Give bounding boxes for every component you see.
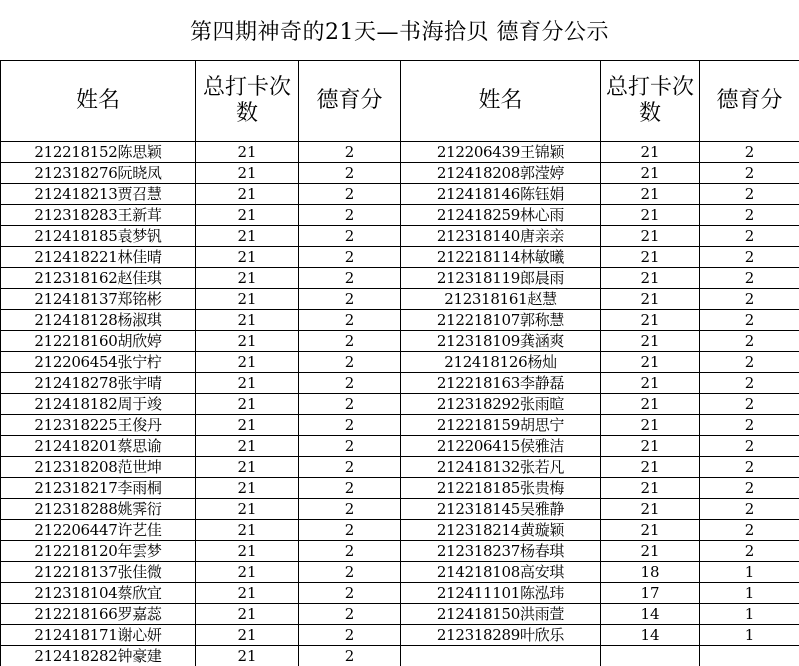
name-cell-left[interactable]: 212318283王新茸 [1, 205, 196, 226]
checkins-cell-right[interactable]: 21 [601, 184, 700, 205]
score-cell-left[interactable]: 2 [299, 541, 401, 562]
table-row [1, 310, 799, 331]
checkins-cell-left[interactable]: 21 [196, 625, 299, 646]
score-cell-left[interactable]: 2 [299, 646, 401, 666]
table-row [1, 478, 799, 499]
checkins-cell-left[interactable]: 21 [196, 247, 299, 268]
header-score-left[interactable]: 德育分 [299, 61, 401, 142]
checkins-cell-left[interactable]: 21 [196, 373, 299, 394]
name-cell-right[interactable]: 212218159胡思宁 [401, 415, 601, 436]
score-cell-left[interactable]: 2 [299, 310, 401, 331]
checkins-cell-right[interactable]: 21 [601, 226, 700, 247]
score-cell-left[interactable]: 2 [299, 583, 401, 604]
name-cell-right[interactable]: 212318145吴雅静 [401, 499, 601, 520]
table-row [1, 520, 799, 541]
score-cell-right[interactable]: 1 [700, 562, 799, 583]
checkins-cell-left[interactable]: 21 [196, 394, 299, 415]
checkins-cell-left[interactable]: 21 [196, 142, 299, 163]
table-row [1, 415, 799, 436]
checkins-cell-right[interactable]: 21 [601, 478, 700, 499]
score-cell-right[interactable]: 1 [700, 625, 799, 646]
name-cell-left[interactable]: 212318104蔡欣宜 [1, 583, 196, 604]
page-title: 第四期神奇的21天—书海拾贝 德育分公示 [0, 0, 799, 60]
name-cell-left[interactable]: 212318276阮晓凤 [1, 163, 196, 184]
checkins-cell-left[interactable]: 21 [196, 541, 299, 562]
name-cell-right[interactable]: 212318119郎晨雨 [401, 268, 601, 289]
checkins-cell-left[interactable]: 21 [196, 205, 299, 226]
table-row [1, 562, 799, 583]
name-cell-left[interactable]: 212418128杨淑琪 [1, 310, 196, 331]
score-cell-left[interactable]: 2 [299, 373, 401, 394]
score-cell-right[interactable]: 2 [700, 499, 799, 520]
score-cell-right[interactable]: 2 [700, 415, 799, 436]
name-cell-right[interactable]: 212411101陈泓玮 [401, 583, 601, 604]
checkins-cell-right[interactable]: 21 [601, 142, 700, 163]
table-row [1, 142, 799, 163]
name-cell-right[interactable]: 212206439王锦颖 [401, 142, 601, 163]
name-cell-left[interactable]: 212218160胡欣婷 [1, 331, 196, 352]
name-cell-right[interactable]: 212218114林敏曦 [401, 247, 601, 268]
score-cell-right[interactable]: 2 [700, 268, 799, 289]
checkins-cell-right[interactable]: 21 [601, 436, 700, 457]
name-cell-right[interactable]: 212418208郭滢婷 [401, 163, 601, 184]
score-cell-right[interactable]: 2 [700, 205, 799, 226]
name-cell-right[interactable] [401, 646, 601, 666]
checkins-cell-right[interactable]: 21 [601, 415, 700, 436]
score-cell-left[interactable]: 2 [299, 394, 401, 415]
name-cell-left[interactable]: 212218166罗嘉蕊 [1, 604, 196, 625]
score-cell-right[interactable]: 2 [700, 331, 799, 352]
name-cell-left[interactable]: 212318162赵佳琪 [1, 268, 196, 289]
name-cell-right[interactable]: 212206415侯雅洁 [401, 436, 601, 457]
name-cell-right[interactable]: 212318140唐亲亲 [401, 226, 601, 247]
name-cell-left[interactable]: 212418278张宇晴 [1, 373, 196, 394]
checkins-cell-left[interactable]: 21 [196, 310, 299, 331]
name-cell-left[interactable]: 212418171谢心妍 [1, 625, 196, 646]
table-row [1, 247, 799, 268]
table-row [1, 394, 799, 415]
table-row [1, 289, 799, 310]
checkins-cell-right[interactable]: 21 [601, 268, 700, 289]
checkins-cell-right[interactable]: 21 [601, 247, 700, 268]
score-cell-left[interactable]: 2 [299, 289, 401, 310]
score-cell-right[interactable]: 1 [700, 604, 799, 625]
name-cell-right[interactable]: 212218185张贵梅 [401, 478, 601, 499]
table-row [1, 226, 799, 247]
header-name-left[interactable]: 姓名 [1, 61, 196, 142]
table-row [1, 499, 799, 520]
checkins-cell-right[interactable]: 21 [601, 163, 700, 184]
checkins-cell-right[interactable]: 21 [601, 310, 700, 331]
checkins-cell-left[interactable]: 21 [196, 226, 299, 247]
header-row [1, 61, 799, 142]
name-cell-left[interactable]: 212418282钟豪建 [1, 646, 196, 666]
checkins-cell-left[interactable]: 21 [196, 562, 299, 583]
table-body [1, 142, 799, 666]
name-cell-left[interactable]: 212318208范世坤 [1, 457, 196, 478]
name-cell-left[interactable]: 212318288姚霁衍 [1, 499, 196, 520]
score-cell-right[interactable]: 1 [700, 583, 799, 604]
table-row [1, 457, 799, 478]
score-cell-left[interactable]: 2 [299, 268, 401, 289]
checkins-cell-right[interactable]: 21 [601, 541, 700, 562]
checkins-cell-left[interactable]: 21 [196, 646, 299, 666]
name-cell-left[interactable]: 212218120年雲梦 [1, 541, 196, 562]
checkins-cell-left[interactable]: 21 [196, 436, 299, 457]
score-cell-left[interactable]: 2 [299, 604, 401, 625]
score-cell-left[interactable]: 2 [299, 457, 401, 478]
score-cell-right[interactable]: 2 [700, 226, 799, 247]
name-cell-left[interactable]: 212318225王俊丹 [1, 415, 196, 436]
table-row [1, 583, 799, 604]
score-cell-left[interactable]: 2 [299, 520, 401, 541]
name-cell-left[interactable]: 212218152陈思颖 [1, 142, 196, 163]
checkins-cell-left[interactable]: 21 [196, 331, 299, 352]
name-cell-right[interactable]: 212318237杨春琪 [401, 541, 601, 562]
checkins-cell-left[interactable]: 21 [196, 163, 299, 184]
checkins-cell-right[interactable]: 21 [601, 205, 700, 226]
name-cell-right[interactable]: 212418126杨灿 [401, 352, 601, 373]
score-cell-left[interactable]: 2 [299, 478, 401, 499]
name-cell-left[interactable]: 212418201蔡思谕 [1, 436, 196, 457]
name-cell-right[interactable]: 212418259林心雨 [401, 205, 601, 226]
table-row [1, 352, 799, 373]
name-cell-right[interactable]: 212318289叶欣乐 [401, 625, 601, 646]
name-cell-right[interactable]: 212318109龚涵爽 [401, 331, 601, 352]
checkins-cell-right[interactable]: 21 [601, 499, 700, 520]
checkins-cell-left[interactable]: 21 [196, 499, 299, 520]
table-row [1, 268, 799, 289]
score-cell-right[interactable]: 2 [700, 520, 799, 541]
score-cell-right[interactable]: 2 [700, 289, 799, 310]
checkins-cell-right[interactable] [601, 646, 700, 666]
score-cell-left[interactable]: 2 [299, 184, 401, 205]
score-cell-right[interactable]: 2 [700, 247, 799, 268]
score-cell-right[interactable]: 2 [700, 373, 799, 394]
checkins-cell-right[interactable]: 21 [601, 331, 700, 352]
score-cell-left[interactable]: 2 [299, 625, 401, 646]
checkins-cell-left[interactable]: 21 [196, 478, 299, 499]
score-cell-right[interactable]: 2 [700, 310, 799, 331]
table-row [1, 205, 799, 226]
checkins-cell-right[interactable]: 21 [601, 520, 700, 541]
score-cell-left[interactable]: 2 [299, 331, 401, 352]
header-checkins-right[interactable]: 总打卡次数 [601, 61, 700, 142]
checkins-cell-left[interactable]: 21 [196, 268, 299, 289]
table-row [1, 163, 799, 184]
table-row [1, 646, 799, 666]
score-cell-right[interactable]: 2 [700, 142, 799, 163]
score-cell-right[interactable]: 2 [700, 394, 799, 415]
score-cell-right[interactable] [700, 646, 799, 666]
name-cell-right[interactable]: 212418146陈钰娟 [401, 184, 601, 205]
name-cell-right[interactable]: 212318292张雨暄 [401, 394, 601, 415]
checkins-cell-left[interactable]: 21 [196, 184, 299, 205]
score-cell-right[interactable]: 2 [700, 436, 799, 457]
checkins-cell-left[interactable]: 21 [196, 415, 299, 436]
checkins-cell-right[interactable]: 21 [601, 289, 700, 310]
score-cell-right[interactable]: 2 [700, 541, 799, 562]
score-cell-right[interactable]: 2 [700, 457, 799, 478]
score-cell-left[interactable]: 2 [299, 436, 401, 457]
name-cell-left[interactable]: 212218137张佳微 [1, 562, 196, 583]
name-cell-left[interactable]: 212206454张宁柠 [1, 352, 196, 373]
name-cell-left[interactable]: 212418213贾召慧 [1, 184, 196, 205]
name-cell-left[interactable]: 212418182周于竣 [1, 394, 196, 415]
table-row [1, 373, 799, 394]
table-row [1, 436, 799, 457]
name-cell-right[interactable]: 214218108高安琪 [401, 562, 601, 583]
checkins-cell-left[interactable]: 21 [196, 289, 299, 310]
checkins-cell-right[interactable]: 21 [601, 457, 700, 478]
name-cell-left[interactable]: 212418185袁梦钒 [1, 226, 196, 247]
header-checkins-left[interactable]: 总打卡次数 [196, 61, 299, 142]
score-cell-left[interactable]: 2 [299, 205, 401, 226]
name-cell-left[interactable]: 212318217李雨桐 [1, 478, 196, 499]
header-score-right[interactable]: 德育分 [700, 61, 799, 142]
name-cell-right[interactable]: 212318161赵慧 [401, 289, 601, 310]
name-cell-right[interactable]: 212418132张若凡 [401, 457, 601, 478]
checkins-cell-left[interactable]: 21 [196, 583, 299, 604]
score-cell-left[interactable]: 2 [299, 247, 401, 268]
checkins-cell-right[interactable]: 17 [601, 583, 700, 604]
checkins-cell-right[interactable]: 14 [601, 604, 700, 625]
checkins-cell-left[interactable]: 21 [196, 604, 299, 625]
name-cell-left[interactable]: 212418221林佳晴 [1, 247, 196, 268]
score-cell-left[interactable]: 2 [299, 352, 401, 373]
name-cell-left[interactable]: 212206447许艺佳 [1, 520, 196, 541]
checkins-cell-right[interactable]: 21 [601, 373, 700, 394]
name-cell-left[interactable]: 212418137郑铭彬 [1, 289, 196, 310]
name-cell-right[interactable]: 212318214黄璇颖 [401, 520, 601, 541]
checkins-cell-left[interactable]: 21 [196, 520, 299, 541]
name-cell-right[interactable]: 212418150洪雨萱 [401, 604, 601, 625]
score-cell-right[interactable]: 2 [700, 478, 799, 499]
name-cell-right[interactable]: 212218107郭称慧 [401, 310, 601, 331]
table-row [1, 541, 799, 562]
checkins-cell-right[interactable]: 18 [601, 562, 700, 583]
checkins-cell-right[interactable]: 21 [601, 352, 700, 373]
score-cell-left[interactable]: 2 [299, 562, 401, 583]
score-cell-right[interactable]: 2 [700, 352, 799, 373]
score-cell-left[interactable]: 2 [299, 226, 401, 247]
table-row [1, 184, 799, 205]
checkins-cell-left[interactable]: 21 [196, 457, 299, 478]
table-row [1, 625, 799, 646]
score-cell-right[interactable]: 2 [700, 184, 799, 205]
score-cell-left[interactable]: 2 [299, 415, 401, 436]
checkins-cell-left[interactable]: 21 [196, 352, 299, 373]
score-table [0, 60, 799, 666]
table-row [1, 331, 799, 352]
name-cell-right[interactable]: 212218163李静磊 [401, 373, 601, 394]
score-cell-left[interactable]: 2 [299, 499, 401, 520]
checkins-cell-right[interactable]: 21 [601, 394, 700, 415]
score-cell-right[interactable]: 2 [700, 163, 799, 184]
table-row [1, 604, 799, 625]
score-cell-left[interactable]: 2 [299, 163, 401, 184]
checkins-cell-right[interactable]: 14 [601, 625, 700, 646]
score-cell-left[interactable]: 2 [299, 142, 401, 163]
header-name-right[interactable]: 姓名 [401, 61, 601, 142]
